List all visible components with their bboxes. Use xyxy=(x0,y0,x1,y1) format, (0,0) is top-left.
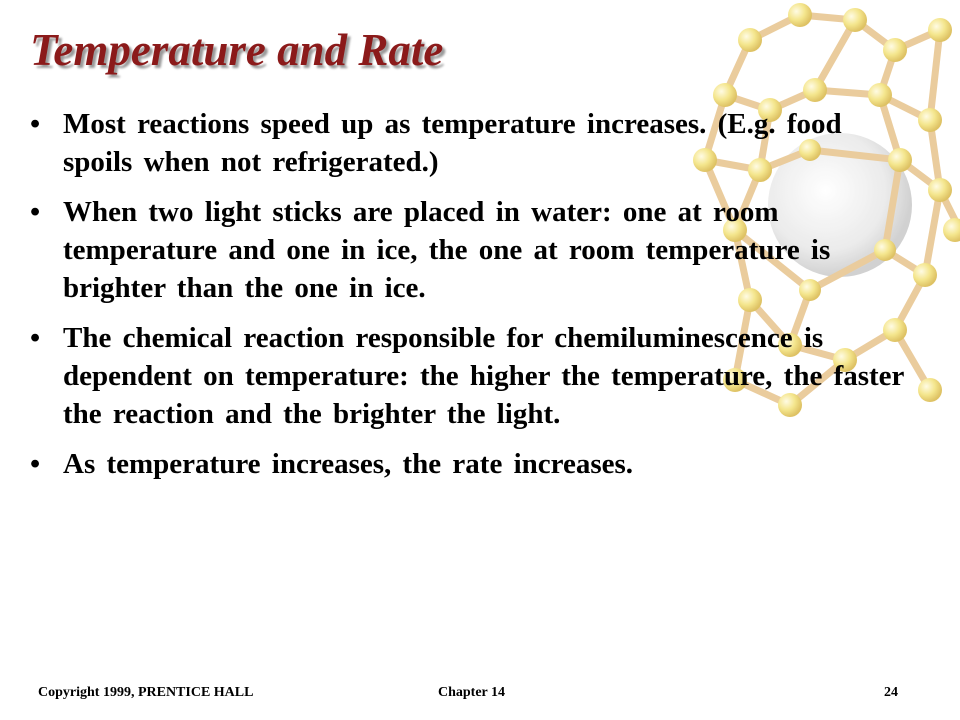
bullet-icon: • xyxy=(30,196,41,228)
bullet-text: The chemical reaction responsible for chemiluminescence is dependent on temperature: the higher the temperature, the faster the reaction and the brighter the light. xyxy=(63,322,904,430)
bullet-text: Most reactions speed up as temperature increases. (E.g. food spoils when not refrigerated.) xyxy=(63,108,842,178)
footer-chapter: Chapter 14 xyxy=(438,685,506,700)
bullet-icon: • xyxy=(30,448,41,480)
bullet-item xyxy=(30,445,915,483)
footer-page-number: 24 xyxy=(884,685,898,700)
bullet-icon: • xyxy=(30,108,41,140)
bullet-text: When two light sticks are placed in water: one at room temperature and one in ice, the one at room temperature is brighter than the one in ice. xyxy=(63,196,831,304)
bullet-item xyxy=(30,319,915,433)
bullet-list xyxy=(30,105,915,495)
bullet-text: As temperature increases, the rate increases. xyxy=(63,448,634,480)
bullet-item xyxy=(30,105,915,181)
bullet-icon: • xyxy=(30,322,41,354)
bullet-item xyxy=(30,193,915,307)
footer-copyright: Copyright 1999, PRENTICE HALL xyxy=(38,685,254,700)
slide-title: Temperature and Rate xyxy=(30,25,444,75)
